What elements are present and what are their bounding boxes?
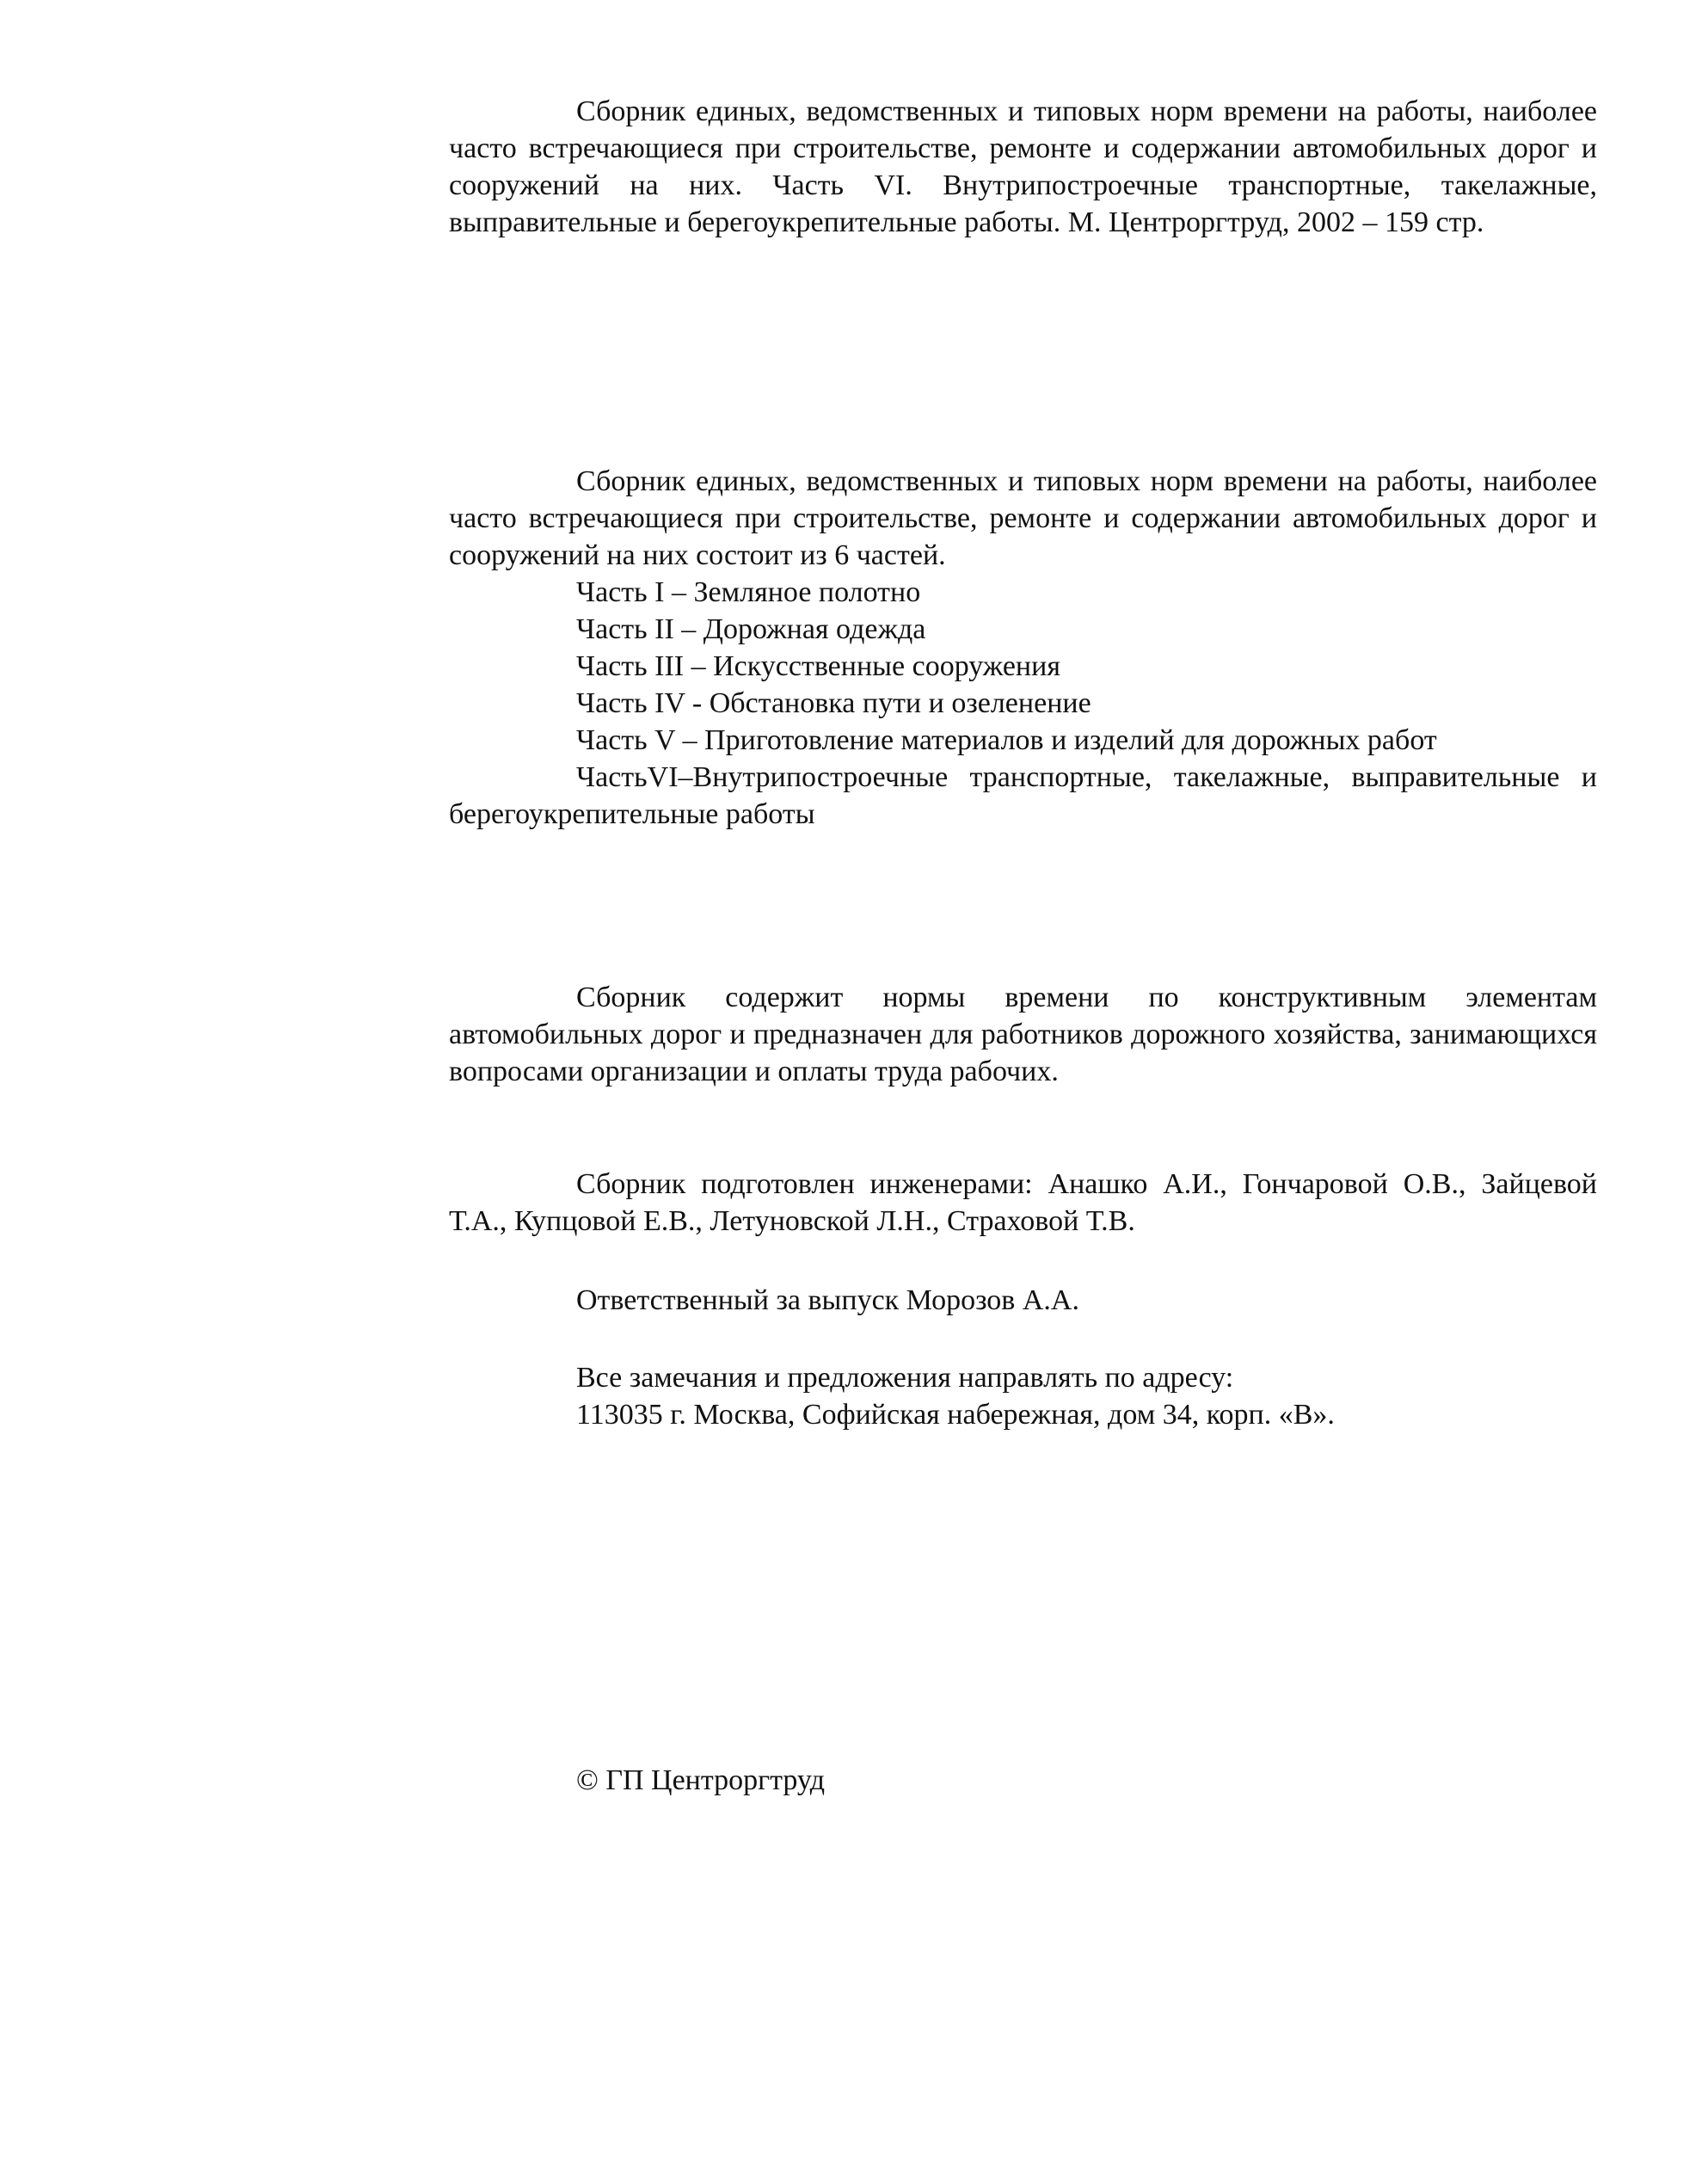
authors-paragraph: Сборник подготовлен инженерами: Анашко А.И., Гончаровой О.В., Зайцевой Т.А., Купцовой Е.В., Летуновской Л.Н., Страховой Т.В. bbox=[449, 1168, 1597, 1237]
bibliography-section bbox=[449, 93, 1597, 241]
part-item: Часть III – Искусственные сооружения bbox=[576, 650, 1060, 682]
part-item: Часть IV - Обстановка пути и озеленение bbox=[576, 687, 1091, 719]
bibliography-paragraph: Сборник единых, ведомственных и типовых норм времени на работы, наиболее часто встречающиеся при строительстве, ремонте и содержании автомобильных дорог и сооружений на них. Часть VI. Внутрипостроечные транспортные, такелажные, выправительные и берегоукрепительные работы. М. Центроргтруд, 2002 – 159 стр. bbox=[449, 95, 1597, 238]
address-intro-line: Все замечания и предложения направлять по адресу: bbox=[576, 1362, 1234, 1394]
copyright-line: © ГП Центроргтруд bbox=[576, 1764, 826, 1796]
contents-paragraph: Сборник содержит нормы времени по конструктивным элементам автомобильных дорог и предназначен для работников дорожного хозяйства, занимающихся вопросами организации и оплаты труда рабочих. bbox=[449, 982, 1597, 1087]
address-line: 113035 г. Москва, Софийская набережная, дом 34, корп. «В». bbox=[576, 1399, 1335, 1431]
parts-intro-paragraph: Сборник единых, ведомственных и типовых норм времени на работы, наиболее часто встречающиеся при строительстве, ремонте и содержании автомобильных дорог и сооружений на них состоит из 6 частей. bbox=[449, 465, 1597, 571]
part-item: Часть V – Приготовление материалов и изделий для дорожных работ bbox=[576, 724, 1437, 756]
responsible-line: Ответственный за выпуск Морозов А.А. bbox=[576, 1284, 1079, 1316]
copyright-section bbox=[449, 1762, 1597, 1799]
address-section bbox=[449, 1359, 1597, 1433]
part-item: Часть I – Земляное полотно bbox=[576, 576, 921, 608]
part-item: ЧастьVI–Внутрипостроечные транспортные, такелажные, выправительные и берегоукрепительные работы bbox=[449, 761, 1597, 830]
parts-section bbox=[449, 463, 1597, 833]
part-item: Часть II – Дорожная одежда bbox=[576, 613, 926, 645]
authors-section bbox=[449, 1166, 1597, 1240]
contents-section bbox=[449, 979, 1597, 1090]
responsible-section bbox=[449, 1282, 1597, 1319]
